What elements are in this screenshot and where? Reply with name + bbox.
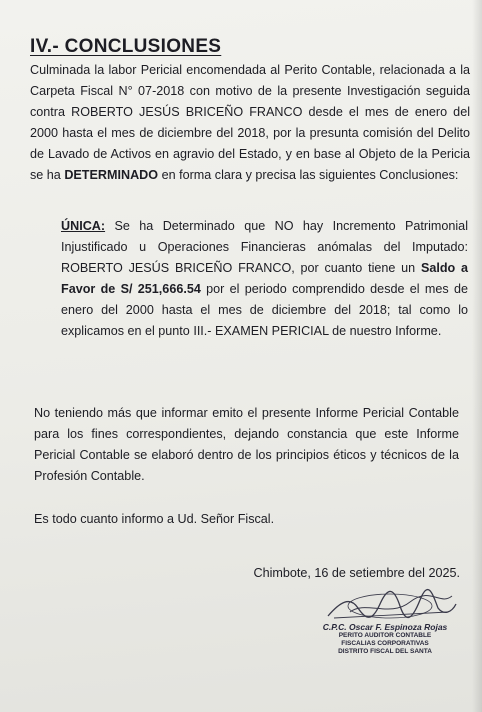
intro-text-end: en forma clara y precisa las siguientes Conclusiones: [158,168,459,182]
unica-text-start: Se ha Determinado que NO hay Incremento Patrimonial Injustificado u Operaciones Financieras anómalas del Imputado: ROBERTO JESÚS BRICEÑO FRANCO, por cuanto tiene un [61,219,468,275]
final-statement: Es todo cuanto informo a Ud. Señor Fiscal. [34,512,275,526]
handwritten-signature [320,582,460,624]
intro-bold-word: DETERMINADO [64,168,159,182]
stamp-line-3: DISTRITO FISCAL DEL SANTA [338,648,432,655]
stamp-name: C.P.C. Oscar F. Espinoza Rojas [322,622,448,632]
stamp-line-1: PERITO AUDITOR CONTABLE [338,632,432,639]
intro-paragraph [30,60,470,186]
professional-stamp [310,622,460,656]
unica-balance-amount: Saldo a Favor de S/ 251,666.54 [61,261,468,296]
unica-text-end: por el periodo comprendido desde el mes de enero del 2000 hasta el mes de diciembre del 2018; tal como lo explicamos en el punto III.- EXAMEN PERICIAL de nuestro Informe. [61,282,469,338]
place-date: Chimbote, 16 de setiembre del 2025. [253,566,460,580]
section-heading: IV.- CONCLUSIONES [30,36,222,57]
stamp-line-2: FISCALIAS CORPORATIVAS [341,640,429,647]
unica-label: ÚNICA: [61,219,106,233]
intro-text-start: Culminada la labor Pericial encomendada al Perito Contable, relacionada a la Carpeta Fiscal N° 07-2018 con motivo de la presente Investigación seguida contra ROBERTO JESÚS BRICEÑO FRANCO desde el mes de enero del 2000 hasta el mes de diciembre del 2018, por la presunta comisión del Delito de Lavado de Activos en agravio del Estado, y en base al Objeto de la Pericia se ha [30,63,470,182]
unica-conclusion-paragraph [61,216,468,342]
closing-paragraph: No teniendo más que informar emito el presente Informe Pericial Contable para los fines correspondientes, dejando constancia que este Informe Pericial Contable se elaboró dentro de los principios éticos y técnicos de la Profesión Contable. [34,406,459,483]
